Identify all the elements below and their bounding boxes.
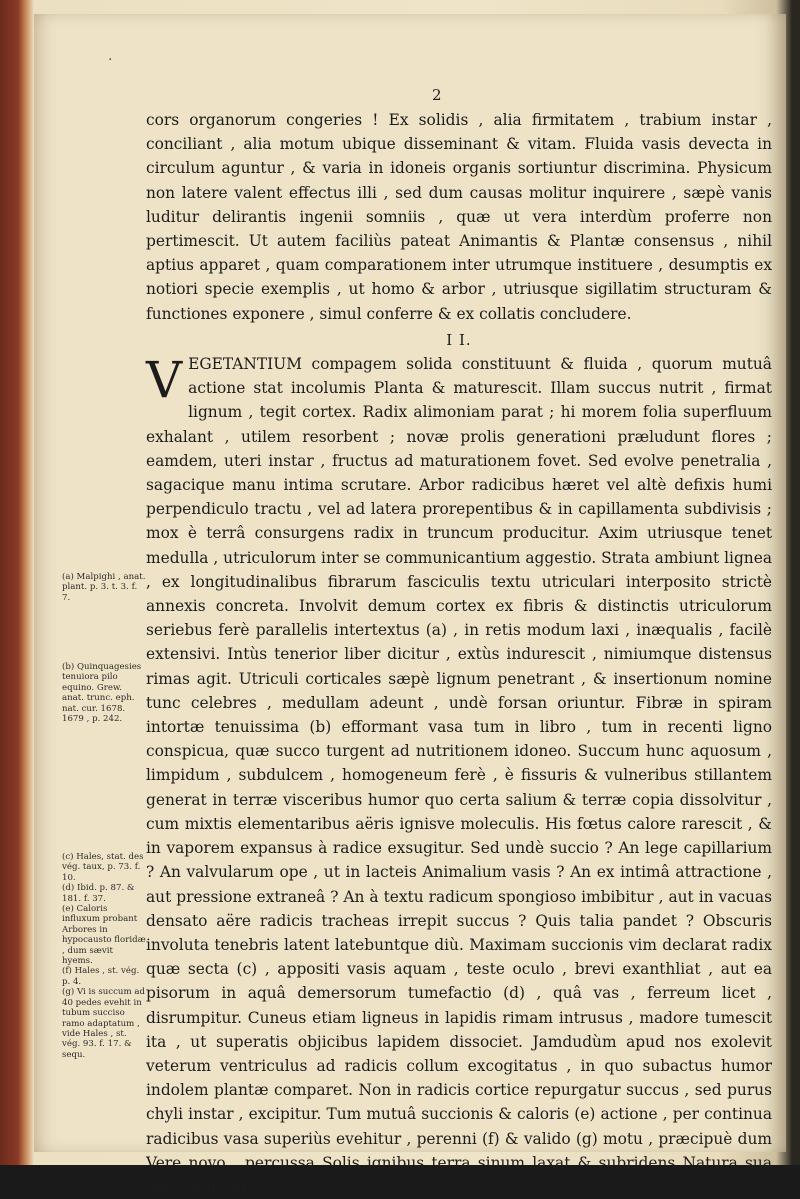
ink-mark: · — [108, 52, 113, 68]
section-heading: I I. — [446, 330, 472, 349]
main-text — [146, 108, 772, 1199]
margin-note-e: (e) Caloris influxum probant Arbores in hypocausto floridæ , dum sævit hyems. — [62, 904, 146, 967]
margin-note-a: (a) Malpighi , anat. plant. p. 3. t. 3. f. 7. — [62, 572, 146, 603]
paragraph-2 — [146, 352, 772, 1199]
margin-notes-c-g — [62, 852, 146, 1060]
margin-note-b: (b) Quinquagesies tenuiora pilo equino. Grew. anat. trunc. eph. nat. cur. 1678. 1679 , p. 242. — [62, 662, 142, 725]
margin-note-f: (f) Hales , st. vég. p. 4. — [62, 966, 140, 987]
drop-cap: V — [146, 351, 183, 410]
margin-note-c: (c) Hales, stat. des vég. taux, p. 73. f. 10. — [62, 852, 144, 883]
page-number: 2 — [432, 86, 442, 104]
paragraph-1: cors organorum congeries ! Ex solidis , alia firmitatem , trabium instar , conciliant , alia motum ubique disseminant & vitam. Fluida vasis devecta in circulum aguntur , & varia in idoneis organis sortiuntur discrimina. Physicum non latere valent effectus illi , sed dum causas molitur inquirere , sæpè vanis luditur delirantis ingenii somniis , quæ ut vera interdùm proferre non pertimescit. Ut autem faciliùs pateat Animantis & Plantæ consensus , nihil aptius apparet , quam comparationem inter utrumque instituere , desumptis ex notiori specie exemplis , ut homo & arbor , utriusque sigillatim structuram & functiones exponere , simul conferre & ex collatis concludere. — [146, 111, 772, 323]
paragraph-2-text: compagem solida constituunt & fluida , quorum mutuâ actione stat incolumis Planta & maturescit. Illam succus nutrit , firmat lignum , tegit cortex. Radix alimoniam parat ; hi morem folia superfluum exhalant , utilem resorbent ; novæ prolis generationi præludunt flores ; eamdem, uteri instar , fructus ad maturationem fovet. Sed evolve penetralia , sagacique manu intima scrutare. Arbor radicibus hæret vel altè defixis humi perpendiculo tractu , vel ad latera prorepentibus & in capillamenta subdivisis ; mox è terrâ consurgens radix in truncum producitur. Axim utriusque tenet medulla , utriculorum inter se communicantium aggestio. Strata ambiunt lignea , ex longitudinalibus fibrarum fasciculis textu utriculari interposito strictè annexis concreta. Involvit demum cortex ex fibris & distinctis utriculorum seriebus ferè parallelis intertextus (a) , in retis modum laxi , inæqualis , facilè extensivi. Intùs tenerior liber dicitur , extùs indurescit , nimiumque distensus rimas agit. Utriculi corticales sæpè lignum penetrant , & insertionum nomine tunc celebres , medullam adeunt , undè forsan oriuntur. Fibræ in spiram intortæ tenuissima (b) efformant vasa tum in libro , tum in recenti ligno conspicua, quæ succo turgent ad nutritionem idoneo. Succum hunc aquosum , limpidum , subdulcem , homogeneum ferè , è fissuris & vulneribus stillantem generat in terræ visceribus humor quo certa salium & terræ copia dissolvitur , cum mixtis elementaribus aëris ignisve moleculis. His fœtus calore rarescit , & in vaporem expansus à radice exsugitur. Sed undè succio ? An lege capillarium ? An valvularum ope , ut in lacteis Animalium vasis ? An ex intimâ attractione , aut pressione extraneâ ? An à textu radicum spongioso imbibitur , aut in vacuas densato aëre radicis tracheas irrepit succus ? Quis talia pandet ? Obscuris involuta tenebris latent latebuntque diù. Maximam succionis vim declarat radix quæ secta (c) , appositi vasis aquam , teste oculo , brevi exanthliat , aut ea pisorum in aquâ demersorum tumefactio (d) , quâ vas , ferreum licet , disrumpitur. Cuneus etiam ligneus in lapidis rimam intrusus , madore tumescit ita , ut superatis objicibus lapidem dissociet. Jamdudùm apud nos exolevit veterum ventriculus ad radicis collum excogitatus , in quo subactus humor indolem plantæ comparet. Non in radicis cortice repurgatur succus , sed purus chyli instar , excipitur. Tum mutuâ succionis & caloris (e) actione , per continua radicibus vasa superiùs evehitur , perenni (f) & valido (g) motu , præcipuè dum Vere novo , percussa Solis ignibus terra sinum laxat & subridens Natura sua depromit dona. — [146, 355, 772, 1196]
paragraph-2-lead: EGETANTIUM — [188, 355, 302, 374]
margin-note-d: (d) Ibid. p. 87. & 181. f. 37. — [62, 883, 135, 904]
margin-note-g: (g) Vi is succum ad 40 pedes evehit in tubum succiso ramo adaptatum , vide Hales , st. vég. 93. f. 17. & sequ. — [62, 987, 145, 1060]
